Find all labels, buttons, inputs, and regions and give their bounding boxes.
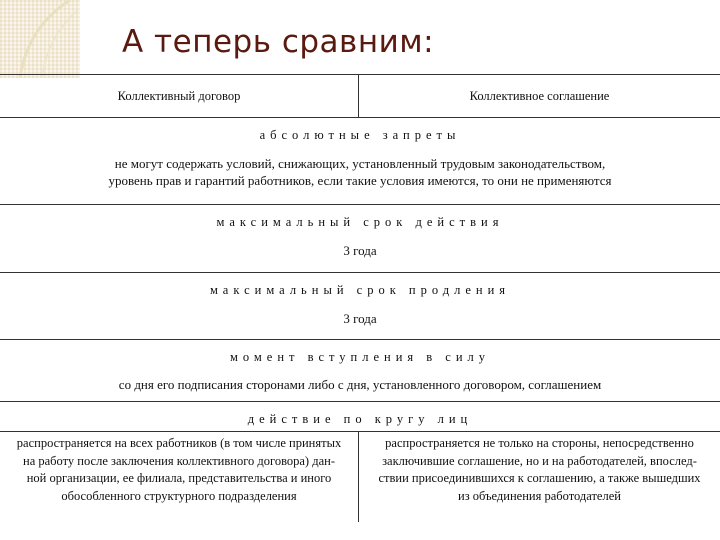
section-absolute-prohibitions xyxy=(0,118,720,205)
body-line: со дня его подписания сторонами либо с дня, установленного договором, соглашением xyxy=(118,377,602,392)
section-body xyxy=(0,298,720,327)
section-title-scope-of-persons: действие по кругу лиц xyxy=(0,402,720,432)
section-title: момент вступления в силу xyxy=(229,350,491,364)
scope-left-cell xyxy=(0,432,359,522)
body-line: уровень прав и гарантий работников, если такие условия имеются, то они не применяются xyxy=(108,173,612,188)
body-line: распространяется не только на стороны, непосредственно xyxy=(385,436,694,450)
section-max-term xyxy=(0,205,720,273)
body-line: не могут содержать условий, снижающих, установленный трудовым законодательством, xyxy=(114,156,606,171)
section-title: максимальный срок продления xyxy=(209,283,511,297)
section-title: абсолютные запреты xyxy=(259,128,461,142)
body-line: из объединения работодателей xyxy=(458,488,621,503)
body-line: распространяется на всех работников (в том числе принятых xyxy=(16,436,342,450)
body-line: 3 года xyxy=(343,243,377,258)
header-collective-accord: Коллективное соглашение xyxy=(469,88,610,103)
corner-decoration xyxy=(0,0,80,78)
body-line: заключившие соглашение, но и на работодателей, впослед- xyxy=(382,453,697,468)
body-line: на работу после заключения коллективного договора) дан- xyxy=(23,453,335,468)
comparison-table xyxy=(0,74,720,522)
section-body xyxy=(0,230,720,259)
leaf-ornament-icon xyxy=(0,0,80,78)
section-body xyxy=(0,143,720,189)
section-title: максимальный срок действия xyxy=(216,215,504,229)
header-collective-agreement: Коллективный договор xyxy=(0,75,359,117)
body-line: ной организации, ее филиала, представительства и иного xyxy=(26,471,332,485)
section-body xyxy=(0,365,720,393)
body-line: 3 года xyxy=(343,311,377,326)
body-line: обособленного структурного подразделения xyxy=(61,488,297,503)
scope-right-cell xyxy=(359,432,720,522)
section-entry-into-force xyxy=(0,340,720,402)
table-header-row xyxy=(0,75,720,118)
section-scope-of-persons xyxy=(0,432,720,522)
section-max-extension xyxy=(0,273,720,340)
page-title: А теперь сравним: xyxy=(122,24,435,60)
body-line: ствии присоединившихся к соглашению, а также вышедших xyxy=(378,471,701,485)
